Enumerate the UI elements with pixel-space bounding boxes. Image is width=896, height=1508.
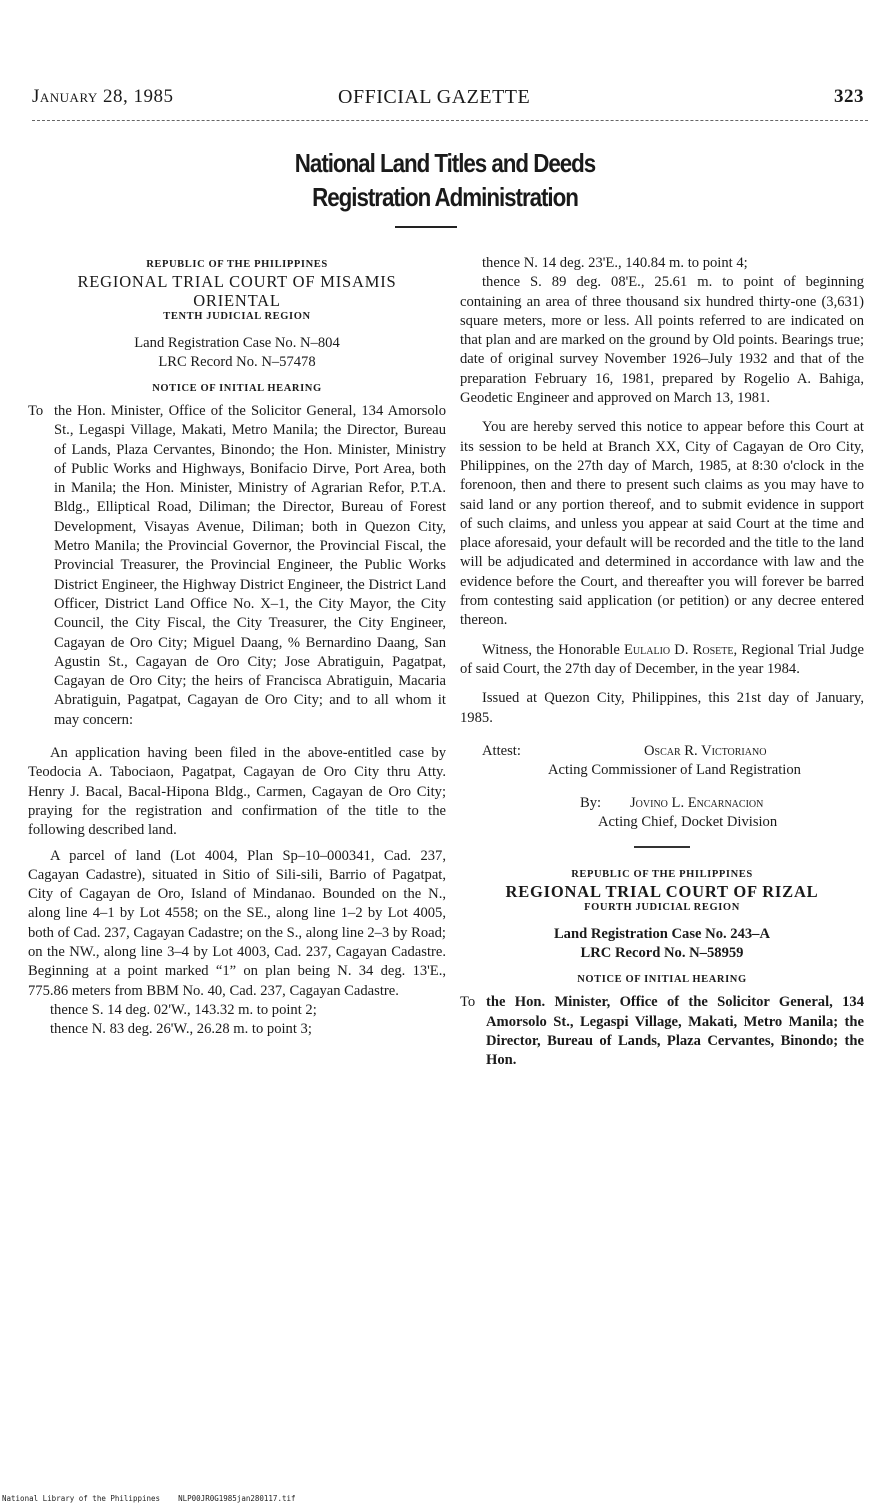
attest-title: Acting Commissioner of Land Registration (548, 761, 801, 778)
agency-rule (395, 226, 457, 228)
notice1-bearing-4: thence S. 89 deg. 08'E., 25.61 m. to point of beginning containing an area of three thousand six hundred thirty-one (3,631) square meters, more or less. All points referred to are indicated on that plan and are marked on the ground by Old points. Bearings true; date of original survey November 1926–July 1932 and that of the preparation February 16, 1981, prepared by Rogelio A. Bahiga, Geodetic Engineer and approved on March 13, 1981. (460, 274, 864, 407)
notice2-region: FOURTH JUDICIAL REGION (584, 902, 740, 914)
page-number: 323 (834, 86, 864, 107)
by-title: Acting Chief, Docket Division (598, 814, 778, 831)
right-column (460, 254, 864, 1071)
notice1-lrc-record: LRC Record No. N–57478 (158, 354, 316, 370)
notice1-bearing-2: thence N. 83 deg. 26'W., 26.28 m. to point 3; (50, 1021, 312, 1038)
notice1-to-label: To (28, 403, 44, 419)
notice1-application-paragraph: An application having been filed in the above-entitled case by Teodocia A. Tabociaon, Pagatpat, Cagayan de Oro City thru Atty. Henry J. Bacal, Bacal-Hipona Bldg., Carmen, Cagayan de Oro City; praying for the registration and confirmation of the title to the following described land. (28, 745, 446, 839)
attest-label: Attest: (482, 742, 521, 759)
witness-suffix: , Regional Trial Judge of said Court, the 27th day of December, in the year 1984. (460, 641, 864, 677)
notice2-addressees (460, 993, 864, 1070)
notice2-court: REGIONAL TRIAL COURT OF RIZAL (505, 882, 819, 902)
notice2-lrc-record: LRC Record No. N–58959 (580, 945, 744, 962)
agency-title-line2: Registration Administration (312, 182, 578, 212)
header-rule (32, 120, 868, 121)
notice1-issued-paragraph: Issued at Quezon City, Philippines, this 21st day of January, 1985. (460, 690, 864, 726)
notice2-title: NOTICE OF INITIAL HEARING (577, 974, 747, 986)
running-header (32, 86, 864, 112)
notice1-served-paragraph: You are hereby served this notice to appear before this Court at its session to be held at Branch XX, City of Cagayan de Oro City, Philippines, on the 27th day of March, 1985, at 8:30 o'clock in the forenoon, then and there to present such claims as you may have to said land or any portion thereof, and to submit evidence in support of such claims, and unless you appear at said Court at the time and place aforesaid, your default will be recorded and the title to the land will be adjudicated and determined in accordance with law and the evidence before the Court, and thereafter you will forever be barred from contesting said application (or petition) or any decree entered thereon. (460, 419, 864, 629)
agency-title (234, 146, 655, 214)
scan-footer (2, 1494, 296, 1503)
notice1-bearing-3: thence N. 14 deg. 23'E., 140.84 m. to point 4; (482, 255, 748, 271)
agency-title-line1: National Land Titles and Deeds (294, 148, 596, 178)
notice1-region: TENTH JUDICIAL REGION (163, 311, 311, 322)
issue-date: January 28, 1985 (32, 86, 174, 107)
by-label: By: (580, 795, 602, 812)
notice2-to-label: To (460, 994, 476, 1011)
notice1-title: NOTICE OF INITIAL HEARING (152, 383, 322, 394)
footer-source: National Library of the Philippines (2, 1494, 161, 1503)
notice1-bearing-1: thence S. 14 deg. 02'W., 143.32 m. to point 2; (50, 1001, 317, 1018)
notice1-court-line2: ORIENTAL (193, 291, 281, 310)
left-column (28, 258, 446, 1040)
witness-prefix: Witness, the Honorable (482, 641, 625, 658)
judge-name: Eulalio D. Rosete (624, 641, 734, 658)
notice1-republic: REPUBLIC OF THE PHILIPPINES (146, 259, 328, 270)
notice1-case-number: Land Registration Case No. N–804 (134, 335, 340, 351)
notice1-addressees-text: the Hon. Minister, Office of the Solicitor General, 134 Amorsolo St., Legaspi Village, Makati, Metro Manila; the Director, Bureau of Lands, Plaza Cervantes, Binondo; the Hon. Minister, Ministry of Public Works and Highways, Bonifacio Dirve, Port Area, both in Manila; the Hon. Minister, Ministry of Agrarian Refor, P.T.A. Bldg., Elliptical Road, Diliman; the Director, Bureau of Forest Development, Visayas Avenue, Diliman; both in Quezon City, Metro Manila; the Provincial Governor, the Provincial Fiscal, the Provincial Treasurer, the Provincial Engineer, the Public Works District Engineer, the Highway District Engineer, the District Land Officer, District Land Office No. X–1, the City Mayor, the City Council, the City Fiscal, the City Treasurer, the City Engineer, Cagayan de Oro City; Miguel Daang, % Bernardino Daang, San Agustin St., Cagayan de Oro City; Jose Abratiguin, Pagatpat, Cagayan de Oro City; the heirs of Francisca Abratiguin, Macaria Abratiguin, Pagatpat, Cagayan de Oro City; and to all whom it may concern: (54, 403, 446, 728)
notice2-addressees-text: the Hon. Minister, Office of the Solicitor General, 134 Amorsolo St., Legaspi Village, Makati, Metro Manila; the Director, Bureau of Lands, Plaza Cervantes, Binondo; the Hon. (486, 994, 864, 1069)
notice1-court-line1: REGIONAL TRIAL COURT OF MISAMIS (77, 272, 397, 291)
attest-name: Oscar R. Victoriano (644, 742, 767, 759)
footer-file: NLP00JR0G1985jan280117.tif (178, 1494, 296, 1503)
notice1-parcel-paragraph: A parcel of land (Lot 4004, Plan Sp–10–000341, Cad. 237, Cagayan Cadastre), situated in Sitio of Sili-sili, Barrio of Pagatpat, City of Cagayan de Oro, Island of Mindanao. Bounded on the N., along line 4–1 by Lot 4558; on the SE., along line 1–2 by Lot 4005, both of Cad. 237, Cagayan Cadastre; on the S., along line 2–3 by Road; on the NW., along line 3–4 by Lot 4003, Cad. 237, Cagayan Cadastre. Beginning at a point marked “1” on plan being N. 34 deg. 13'E., 775.86 meters from BBM No. 40, Cad. 237, Cagayan Cadastre. (28, 847, 446, 999)
by-name: Jovino L. Encarnacion (630, 795, 764, 812)
notice2-case-number: Land Registration Case No. 243–A (553, 926, 771, 943)
publication-title: OFFICIAL GAZETTE (338, 86, 531, 108)
attest-line (460, 742, 864, 761)
notice1-witness-paragraph (460, 641, 864, 680)
notice2-republic: REPUBLIC OF THE PHILIPPINES (571, 869, 753, 881)
notice1-addressees (28, 402, 446, 730)
by-line (460, 794, 864, 813)
